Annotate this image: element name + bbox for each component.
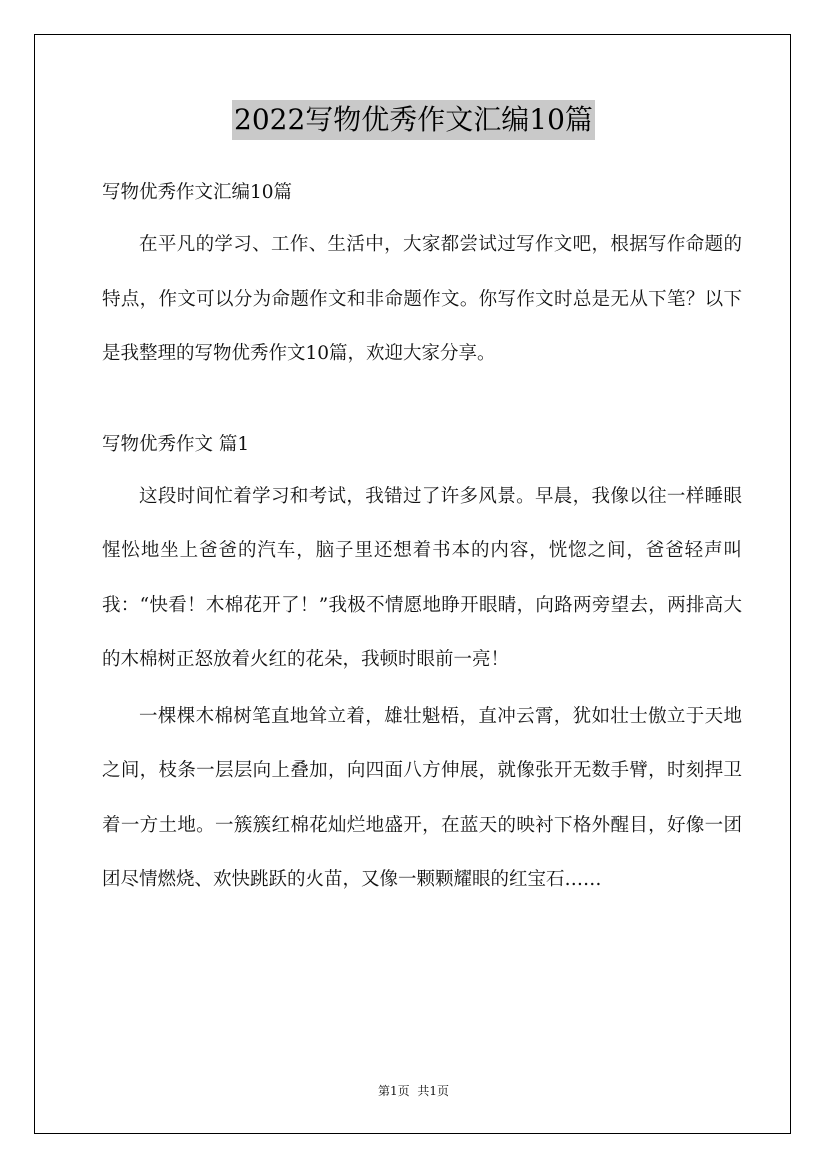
page-footer [0,1082,827,1099]
body-paragraph-2: 一棵棵木棉树笔直地耸立着，雄壮魁梧，直冲云霄，犹如壮士傲立于天地之间，枝条一层层向上叠加，向四面八方伸展，就像张开无数手臂，时刻捍卫着一方土地。一簇簇红棉花灿烂地盛开，在蓝天的映衬下格外醒目，好像一团团尽情燃烧、欢快跳跃的火苗，又像一颗颗耀眼的红宝石…… [102,705,742,890]
document-title: 2022写物优秀作文汇编10篇 [232,100,595,140]
intro-paragraph: 在平凡的学习、工作、生活中，大家都尝试过写作文吧，根据写作命题的特点，作文可以分为命题作文和非命题作文。你写作文时总是无从下笔？以下是我整理的写物优秀作文10篇，欢迎大家分享。 [102,234,742,364]
body-paragraph-1: 这段时间忙着学习和考试，我错过了许多风景。早晨，我像以往一样睡眼惺忪地坐上爸爸的汽车，脑子里还想着书本的内容，恍惚之间，爸爸轻声叫我：“快看！木棉花开了！”我极不情愿地睁开眼睛，向路两旁望去，两排高大的木棉树正怒放着火红的花朵，我顿时眼前一亮！ [102,485,742,670]
page-number: 第1页 [378,1084,410,1098]
document-body [102,170,742,908]
page-total: 共1页 [417,1084,449,1098]
title-area [0,100,827,140]
document-subtitle: 写物优秀作文汇编10篇 [102,182,293,203]
section-heading: 写物优秀作文 篇1 [102,433,250,455]
